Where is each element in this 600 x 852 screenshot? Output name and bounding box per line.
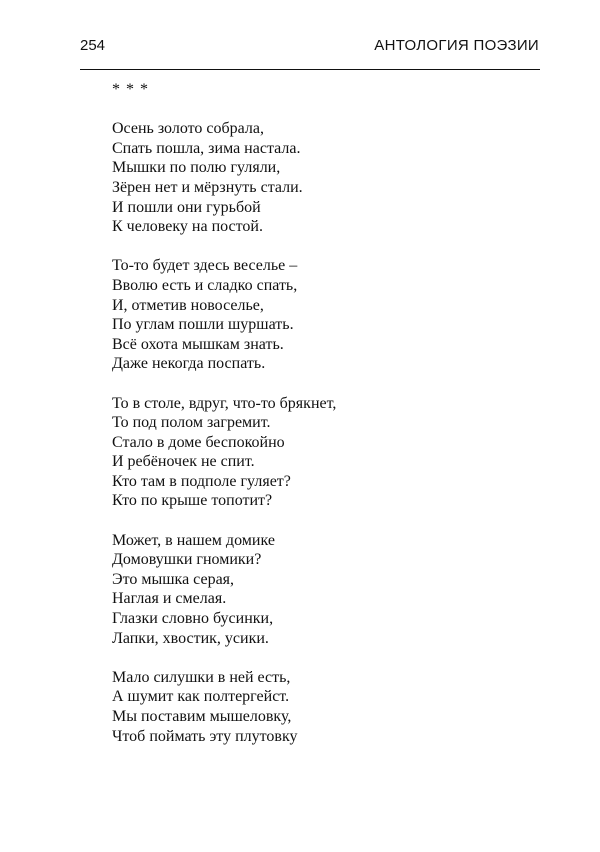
poem-line: Осень золото собрала, xyxy=(112,120,264,138)
poem-line: То-то будет здесь веселье – xyxy=(112,257,298,275)
poem-line: Мало силушки в ней есть, xyxy=(112,668,291,686)
poem-line: К человеку на постой. xyxy=(112,218,263,236)
poem-line: Кто по крыше топотит? xyxy=(112,492,273,510)
poem-line: Всё охота мышкам знать. xyxy=(112,335,284,353)
poem-line: Глазки словно бусинки, xyxy=(112,610,274,628)
poem-line: Мышки по полю гуляли, xyxy=(112,159,281,177)
poem-stanza xyxy=(112,668,336,746)
poem-line: То под полом загремит. xyxy=(112,414,271,432)
poem-stanza xyxy=(112,119,336,237)
poem xyxy=(112,80,336,746)
poem-line: Даже некогда поспать. xyxy=(112,355,266,373)
poem-line: Вволю есть и сладко спать, xyxy=(112,276,298,294)
poem-line: То в столе, вдруг, что-то брякнет, xyxy=(112,394,337,412)
poem-stanza xyxy=(112,394,336,512)
section-separator: * * * xyxy=(112,81,149,98)
poem-stanzas xyxy=(112,119,336,746)
header-divider xyxy=(80,69,540,70)
poem-line: И, отметив новоселье, xyxy=(112,296,264,314)
poem-line: Может, в нашем домике xyxy=(112,531,275,549)
poem-line: Чтоб поймать эту плутовку xyxy=(112,727,298,745)
poem-line: По углам пошли шуршать. xyxy=(112,316,294,334)
poem-line: Кто там в подполе гуляет? xyxy=(112,472,291,490)
poem-line: Лапки, хвостик, усики. xyxy=(112,629,269,647)
poem-line: Домовушки гномики? xyxy=(112,551,262,569)
running-title: АНТОЛОГИЯ ПОЭЗИИ xyxy=(374,37,539,54)
poem-line: Мы поставим мышеловку, xyxy=(112,708,292,725)
poem-line: Зёрен нет и мёрзнуть стали. xyxy=(112,178,303,196)
poem-line: Наглая и смелая. xyxy=(112,590,227,608)
poem-line: Это мышка серая, xyxy=(112,570,235,588)
poem-line: А шумит как полтергейст. xyxy=(112,688,290,706)
poem-line: Стало в доме беспокойно xyxy=(112,433,285,451)
poem-line: Спать пошла, зима настала. xyxy=(112,139,301,157)
poem-line: И ребёночек не спит. xyxy=(112,453,255,471)
poem-stanza xyxy=(112,256,336,374)
page-number: 254 xyxy=(80,37,106,54)
poem-line: И пошли они гурьбой xyxy=(112,198,261,216)
poem-stanza xyxy=(112,531,336,649)
